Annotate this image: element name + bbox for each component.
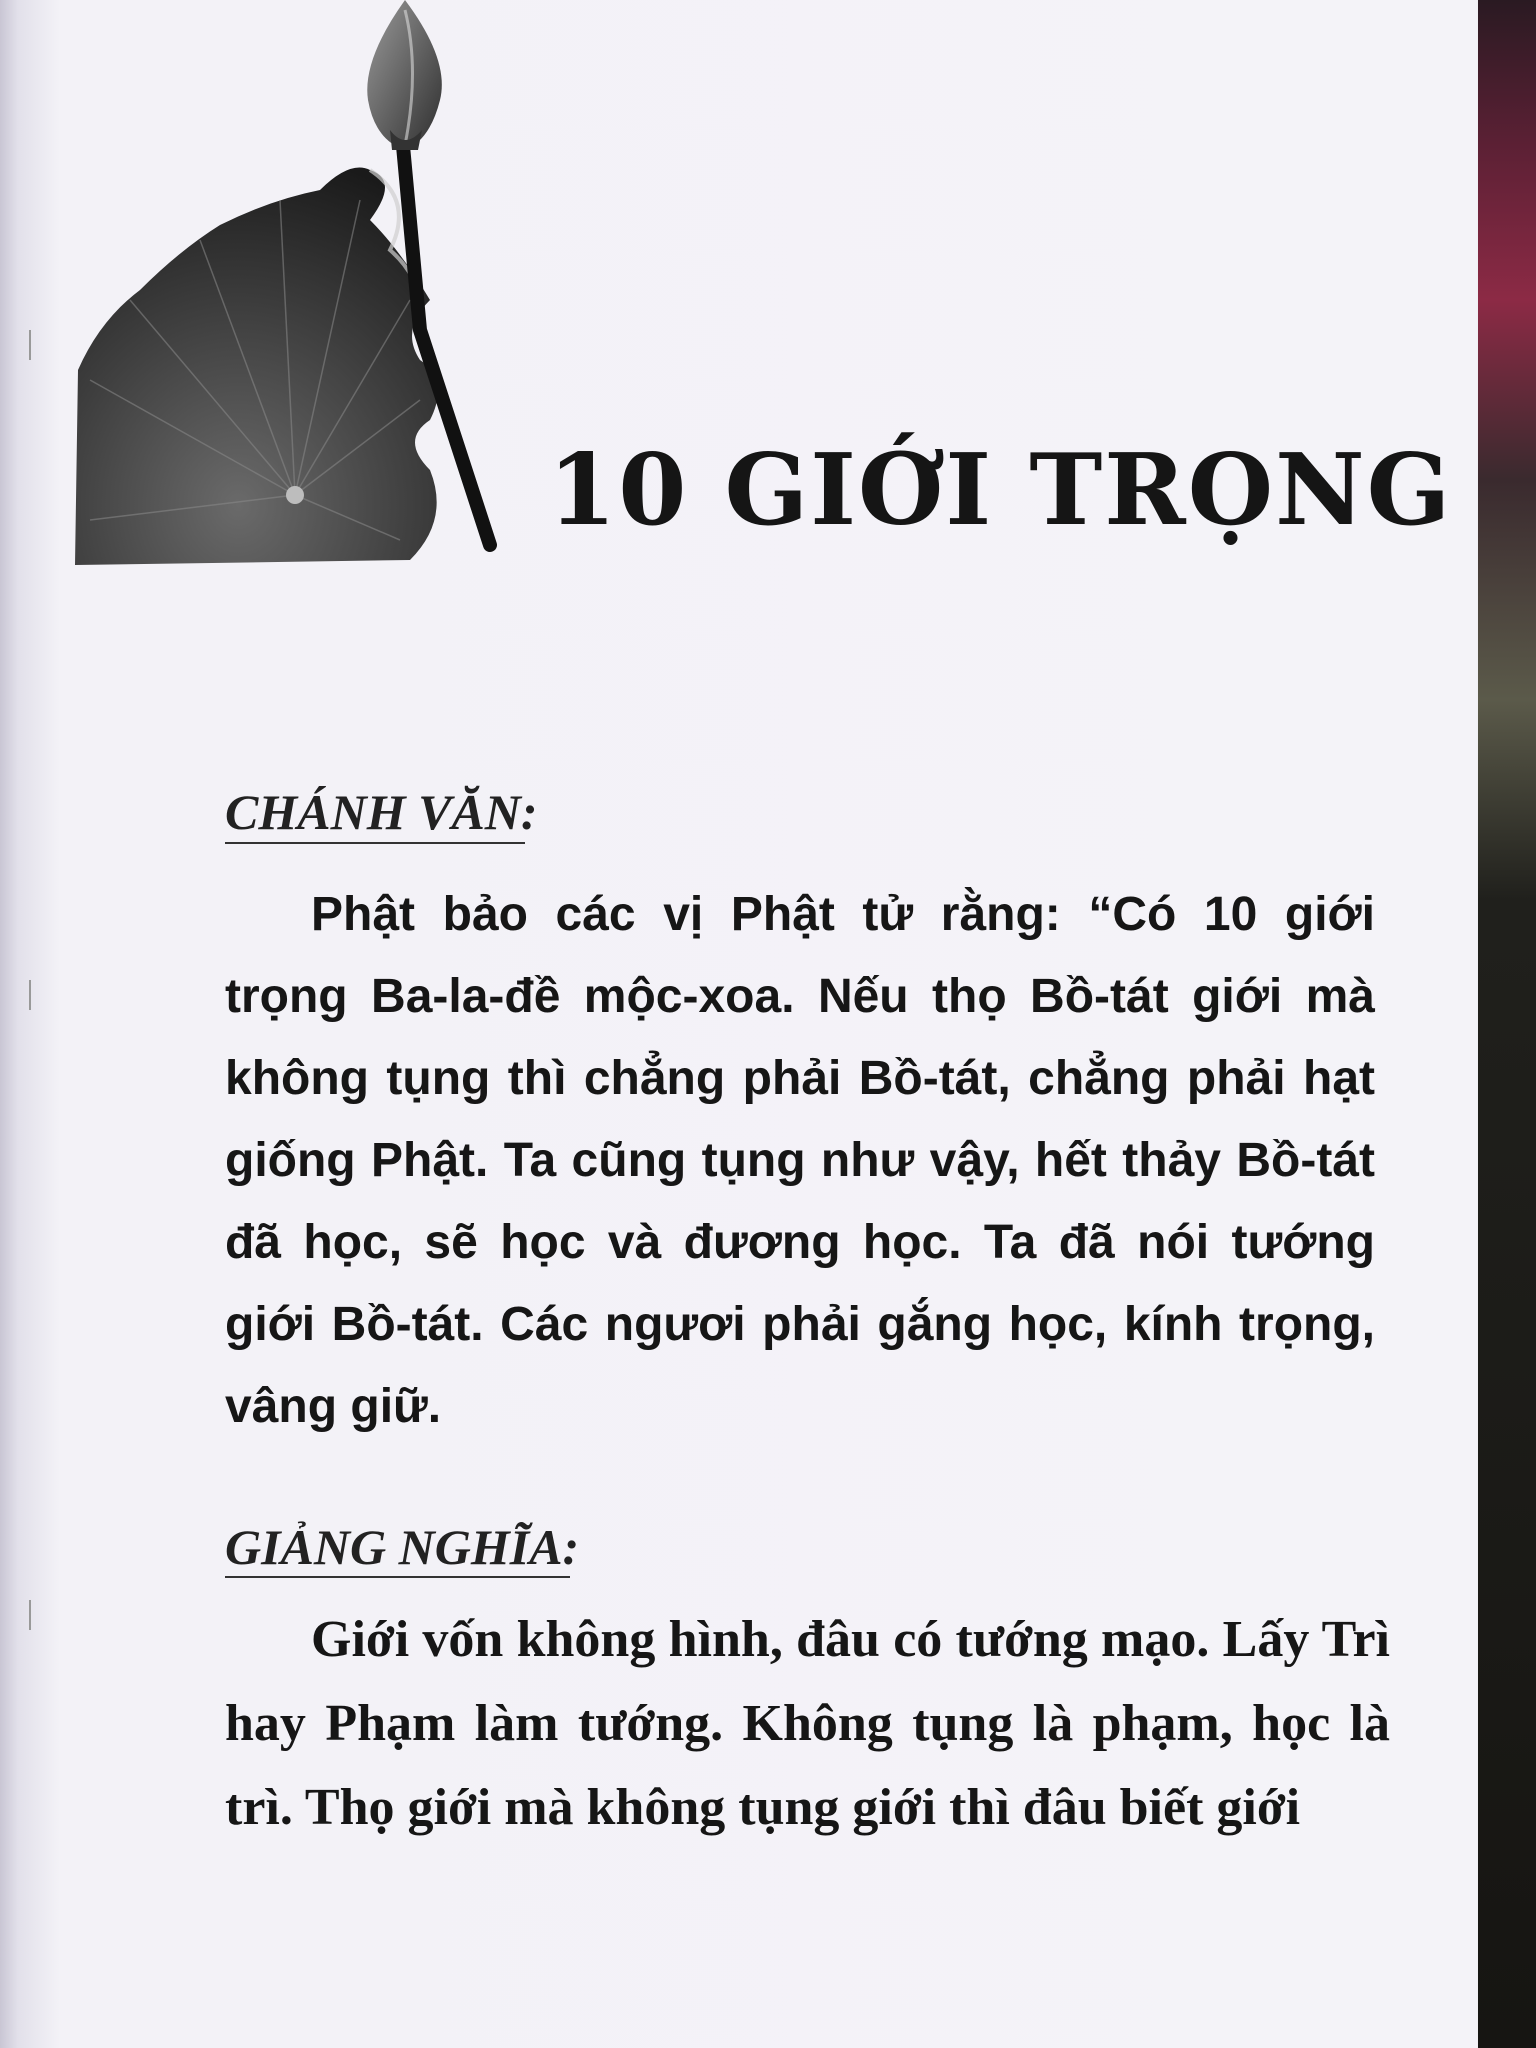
- lotus-bud-and-leaf-icon: [70, 0, 500, 570]
- background-edge: [1478, 0, 1536, 2048]
- chapter-title: 10 GIỚI TRỌNG: [548, 433, 1453, 548]
- section-heading-underline: [225, 1576, 570, 1578]
- section-heading-underline: [225, 842, 525, 844]
- giang-nghia-paragraph: Giới vốn không hình, đâu có tướng mạo. Lấy Trì hay Phạm làm tướng. Không tụng là phạm, học là trì. Thọ giới mà không tụng giới thì đâu biết giới: [225, 1611, 1390, 1836]
- section-heading-chanh-van: CHÁNH VĂN:: [225, 784, 538, 840]
- section-heading-giang-nghia: GIẢNG NGHĨA:: [225, 1519, 580, 1575]
- chanh-van-paragraph: Phật bảo các vị Phật tử rằng: “Có 10 giới trọng Ba-la-đề mộc-xoa. Nếu thọ Bồ-tát giới mà không tụng thì chẳng phải Bồ-tát, chẳng phải hạt giống Phật. Ta cũng tụng như vậy, hết thảy Bồ-tát đã học, sẽ học và đương học. Ta đã nói tướng giới Bồ-tát. Các ngươi phải gắng học, kính trọng, vâng giữ.: [225, 888, 1375, 1433]
- binding-edge-marks: [26, 330, 34, 1630]
